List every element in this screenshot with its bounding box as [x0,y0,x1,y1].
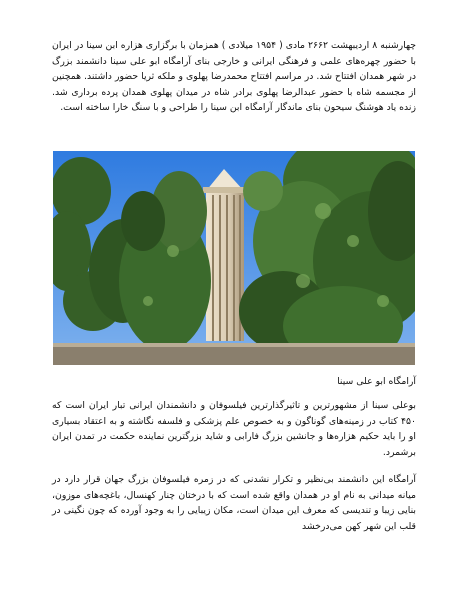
right-trees [239,151,415,365]
paragraph-mausoleum: آرامگاه این دانشمند بی‌نظیر و تکرار نشدنی که در زمره فیلسوفان بزرگ جهان قرار دارد در میانه میدانی به نام او در همدان واقع شده است که با درختان چنار کهنسال، باغچه‌های موزون، بنایی زیبا و تندیسی که معرف این میدان است، مکان زیبایی را به وجود آورده که چون نگینی در قلب این شهر کهن می‌درخشد [52,474,416,532]
paragraph-avicenna: بوعلی سینا از مشهورترین و تاثیرگذارترین فیلسوفان و دانشمندان ایرانی تبار ایران است که ۴۵۰ کتاب در زمینه‌های گوناگون و به خصوص علم پزشکی و فلسفه نگاشته و به اعتقاد بسیاری او را باید حکیم هزاره‌ها و جانشین بزرگ فارابی و شاید بزرگترین نماینده حکمت در تمدن ایران برشمرد. [52,400,416,458]
mausoleum-photo [53,151,415,365]
mausoleum-illustration [53,151,415,365]
stone-wall [53,347,415,365]
wall-top [53,343,415,347]
tower-body [206,191,244,341]
tower-ring [203,187,247,193]
image-caption: آرامگاه ابو علی سینا [337,376,416,387]
paragraph-opening: چهارشنبه ۸ اردیبهشت ۲۶۶۲ مادی ( ۱۹۵۴ میلادی ) همزمان با برگزاری هزاره ابن سینا در ایران با حضور چهره‌های علمی و فرهنگی ایرانی و خارجی بنای آرامگاه ابو علی سینا دانشمند بزرگ در شهر همدان افتتاح شد. در مراسم افتتاح محمدرضا پهلوی و ملکه ثریا حضور داشتند. همچنین از مجسمه شاه با حضور عبدالرضا پهلوی برادر شاه در میدان پهلوی همدان پرده برداری شد. زنده یاد هوشنگ سیحون بنای ماندگار آرامگاه ابن سینا را طراحی و با سنگ خارا ساخته است. [52,40,416,114]
